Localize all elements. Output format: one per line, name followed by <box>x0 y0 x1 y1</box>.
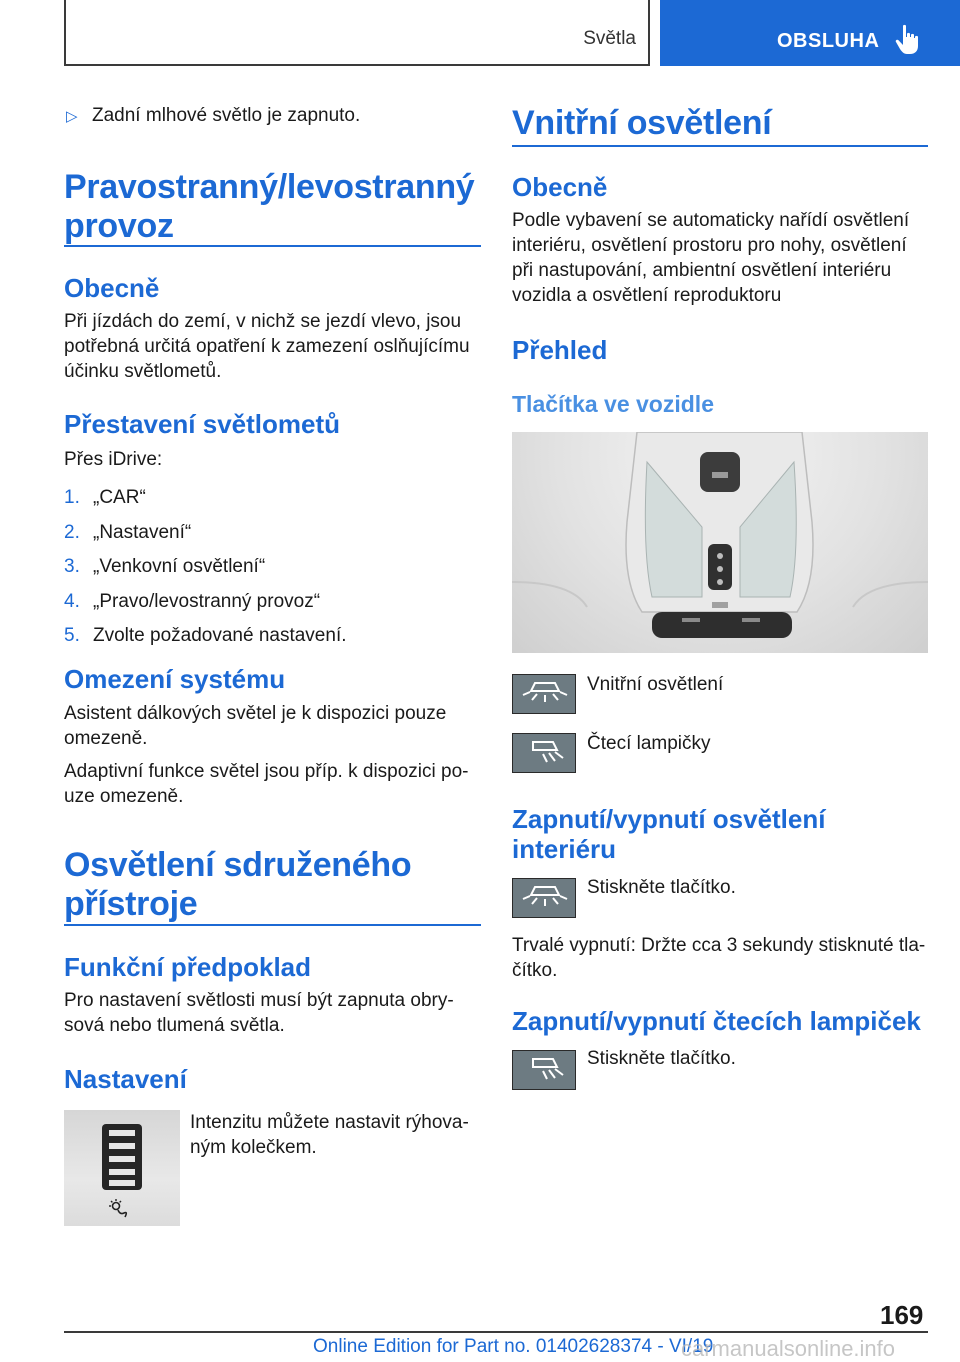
text-line: čítko. <box>512 960 558 981</box>
text-line: Trvalé vypnutí: Držte cca 3 sekundy stisknuté tla- <box>512 935 926 956</box>
page-number: 169 <box>880 1300 924 1330</box>
heading-line: Osvětlení sdruženého <box>64 846 412 884</box>
heading-rule <box>64 924 481 926</box>
interior-light-icon <box>512 878 576 918</box>
bullet-item <box>64 105 360 127</box>
text-line: Podle vybavení se automaticky nařídí osvětlení <box>512 210 910 231</box>
text-line: uze omezeně. <box>64 786 184 807</box>
step-text: „Venkovní osvětlení“ <box>93 556 266 577</box>
subheading-general: Obecně <box>512 172 608 202</box>
subheading-system-limits: Omezení systému <box>64 664 286 694</box>
header-section-box <box>64 0 650 66</box>
heading-cluster-lighting <box>64 846 411 924</box>
step-text: „Pravo/levostranný provoz“ <box>93 590 321 612</box>
reading-lamp-icon <box>512 1050 576 1090</box>
watermark: carmanualsonline.info <box>681 1336 896 1361</box>
general-paragraph <box>64 309 470 384</box>
subheading-adjust-headlights: Přestavení světlometů <box>64 409 341 439</box>
text-line: ným kolečkem. <box>190 1137 317 1158</box>
step-text: „CAR“ <box>93 487 146 508</box>
reading-lamp-icon <box>512 733 576 773</box>
list-item <box>64 589 347 624</box>
interior-general-paragraph <box>512 208 909 308</box>
dimmer-wheel-image <box>64 1110 180 1226</box>
subheading-toggle-reading: Zapnutí/vypnutí čtecích lampiček <box>512 1006 921 1036</box>
footer-rule <box>64 1331 928 1333</box>
section-title: Světla <box>583 28 636 49</box>
heading-line: přístroje <box>64 885 198 923</box>
list-item <box>64 520 347 555</box>
list-item <box>64 554 347 589</box>
subheading-general: Obecně <box>64 273 160 303</box>
permanent-off-paragraph <box>512 933 925 983</box>
toggle-interior-instruction: Stiskněte tlačítko. <box>587 877 736 898</box>
adjust-intro: Přes iDrive: <box>64 449 163 470</box>
text-line: Při jízdách do zemí, v nichž se jezdí vlevo, jsou <box>64 311 462 332</box>
heading-rule <box>64 245 481 247</box>
limits-paragraph-1 <box>64 701 446 751</box>
text-line: vozidla a osvětlení reproduktoru <box>512 285 782 306</box>
step-number: 4. <box>64 590 80 612</box>
text-line: Pro nastavení světlosti musí být zapnuta obry- <box>64 990 454 1011</box>
heading-drive-side <box>64 168 474 246</box>
overhead-console-illustration <box>512 432 928 653</box>
text-line: Intenzitu můžete nastavit rýhova- <box>190 1112 469 1133</box>
list-item <box>64 623 347 658</box>
steps-list <box>64 485 347 658</box>
reading-lamp-label: Čtecí lampičky <box>587 733 711 754</box>
bullet-text: Zadní mlhové světlo je zapnuto. <box>92 105 361 126</box>
step-text: „Nastavení“ <box>93 521 192 543</box>
limits-paragraph-2 <box>64 759 468 809</box>
interior-light-label: Vnitřní osvětlení <box>587 674 724 695</box>
text-line: omezeně. <box>64 728 148 749</box>
step-number: 3. <box>64 556 80 577</box>
heading-line: interiéru <box>512 834 617 864</box>
text-line: účinku světlometů. <box>64 361 222 382</box>
thumbwheel-icon <box>102 1124 142 1190</box>
text-line: Adaptivní funkce světel jsou příp. k dispozici po- <box>64 761 469 782</box>
step-number: 2. <box>64 521 80 543</box>
edition-text: Online Edition for Part no. 01402628374 - VI/19 <box>313 1336 714 1357</box>
text-line: Asistent dálkových světel je k dispozici pouze <box>64 703 447 724</box>
heading-interior-lighting: Vnitřní osvětlení <box>512 104 772 142</box>
step-text: Zvolte požadované nastavení. <box>93 625 347 646</box>
triangle-bullet-icon: ▷ <box>66 108 78 125</box>
heading-line: Zapnutí/vypnutí osvětlení <box>512 804 826 834</box>
toggle-reading-instruction: Stiskněte tlačítko. <box>587 1048 736 1069</box>
step-number: 1. <box>64 487 80 508</box>
text-line: sová nebo tlumená světla. <box>64 1015 285 1036</box>
requirement-paragraph <box>64 988 454 1038</box>
heading-line: Pravostranný/levostranný <box>64 168 475 206</box>
overhead-console-image <box>512 432 928 653</box>
heading-line: provoz <box>64 207 174 245</box>
instrument-light-icon <box>108 1198 130 1220</box>
heading-rule <box>512 145 928 147</box>
hand-pointer-icon <box>894 24 924 56</box>
chapter-tab-label: OBSLUHA <box>777 30 880 52</box>
subheading-toggle-interior <box>512 804 825 864</box>
chapter-tab[interactable] <box>660 0 960 66</box>
text-line: při nastupování, ambientní osvětlení interiéru <box>512 260 892 281</box>
list-item <box>64 485 347 520</box>
interior-light-icon <box>512 674 576 714</box>
text-line: potřebná určitá opatření k zamezení oslňujícímu <box>64 336 470 357</box>
subheading-overview: Přehled <box>512 335 608 365</box>
subheading-requirement: Funkční předpoklad <box>64 952 312 982</box>
step-number: 5. <box>64 625 80 646</box>
subheading-buttons-in-vehicle: Tlačítka ve vozidle <box>512 391 714 417</box>
setting-paragraph <box>190 1110 469 1160</box>
text-line: interiéru, osvětlení prostoru pro nohy, osvětlení <box>512 235 907 256</box>
subheading-setting: Nastavení <box>64 1064 187 1094</box>
